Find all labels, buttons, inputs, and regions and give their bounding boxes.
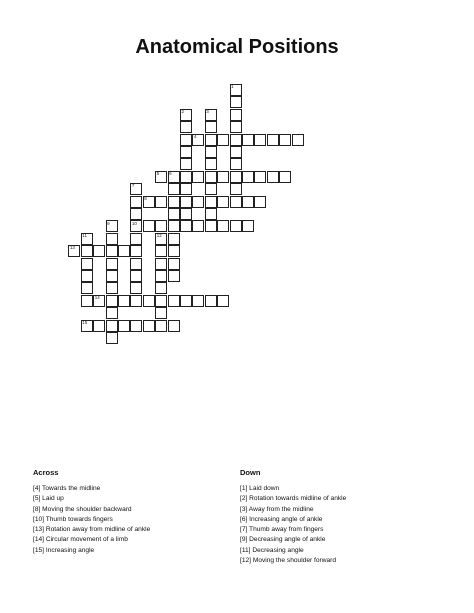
- grid-cell[interactable]: [242, 134, 254, 146]
- across-clue: [14] Circular movement of a limb: [33, 536, 128, 544]
- grid-cell[interactable]: [180, 121, 192, 133]
- grid-cell[interactable]: [230, 109, 242, 121]
- grid-cell[interactable]: [106, 245, 118, 257]
- across-clue: [4] Towards the midline: [33, 485, 101, 492]
- grid-cell[interactable]: [217, 196, 229, 208]
- grid-cell[interactable]: [168, 270, 180, 282]
- grid-cell[interactable]: [155, 245, 167, 257]
- grid-cell[interactable]: [130, 270, 142, 282]
- across-clues: [33, 484, 150, 556]
- grid-cell[interactable]: [205, 134, 217, 146]
- down-clue: [12] Moving the shoulder forward: [240, 557, 337, 565]
- grid-cell[interactable]: [230, 96, 242, 108]
- grid-cell[interactable]: [205, 171, 217, 183]
- clue-number: 12: [156, 233, 162, 238]
- down-clue: [2] Rotation towards midline of ankle: [240, 495, 347, 503]
- grid-cell[interactable]: [254, 134, 266, 146]
- down-clue: [11] Decreasing angle: [240, 546, 304, 554]
- grid-cell[interactable]: [192, 220, 204, 232]
- grid-cell[interactable]: [130, 208, 142, 220]
- grid-cell[interactable]: [267, 134, 279, 146]
- grid-cell[interactable]: [180, 295, 192, 307]
- grid-cell[interactable]: [168, 208, 180, 220]
- clue-number: 11: [82, 233, 87, 238]
- clue-number: 14: [94, 295, 100, 300]
- grid-cell[interactable]: [230, 158, 242, 170]
- across-heading: Across: [33, 468, 59, 477]
- grid-cell[interactable]: [180, 183, 192, 195]
- clue-number: 10: [131, 220, 137, 226]
- grid-cell[interactable]: [192, 295, 204, 307]
- grid-cell[interactable]: [230, 196, 242, 208]
- clue-number: 3: [206, 109, 209, 114]
- clue-number: 2: [181, 109, 185, 114]
- grid-cell[interactable]: [180, 208, 192, 220]
- across-clue: [5] Laid up: [33, 495, 64, 503]
- grid-cell[interactable]: [81, 258, 93, 270]
- clue-number: 9: [107, 220, 110, 226]
- grid-cell[interactable]: [230, 121, 242, 133]
- grid-cell[interactable]: [130, 282, 142, 294]
- grid-cell[interactable]: [143, 320, 155, 332]
- grid-cell[interactable]: [168, 183, 180, 195]
- grid-cell[interactable]: [180, 171, 192, 183]
- grid-cell[interactable]: [292, 134, 304, 146]
- grid-cell[interactable]: [155, 307, 167, 319]
- grid-cell[interactable]: [242, 196, 254, 208]
- grid-cell[interactable]: [81, 270, 93, 282]
- grid-cell[interactable]: [130, 320, 142, 332]
- grid-cell[interactable]: [279, 171, 291, 183]
- grid-cell[interactable]: [155, 295, 167, 307]
- grid-cell[interactable]: [118, 245, 130, 257]
- down-heading: Down: [240, 468, 261, 477]
- grid-cell[interactable]: [81, 295, 93, 307]
- grid-cell[interactable]: [205, 183, 217, 195]
- down-clues: [240, 484, 346, 566]
- grid-cell[interactable]: [242, 220, 254, 232]
- grid-cell[interactable]: [155, 320, 167, 332]
- grid-cell[interactable]: [130, 258, 142, 270]
- grid-cell[interactable]: [168, 295, 180, 307]
- grid-cell[interactable]: [130, 233, 142, 245]
- across-clue: [10] Thumb towards fingers: [33, 515, 113, 523]
- down-clue: [9] Decreasing angle of ankle: [240, 536, 326, 544]
- grid-cell[interactable]: [143, 220, 155, 232]
- grid-cell[interactable]: [180, 134, 192, 146]
- grid-cell[interactable]: [106, 295, 118, 307]
- grid-cell[interactable]: [130, 295, 142, 307]
- grid-cell[interactable]: [230, 220, 242, 232]
- grid-cell[interactable]: [217, 295, 229, 307]
- grid-cell[interactable]: [217, 220, 229, 232]
- grid-cell[interactable]: [180, 196, 192, 208]
- grid-cell[interactable]: [118, 320, 130, 332]
- down-clue: [7] Thumb away from fingers: [240, 526, 324, 534]
- grid-cell[interactable]: [155, 270, 167, 282]
- grid-cell[interactable]: [205, 121, 217, 133]
- grid-cell[interactable]: [106, 320, 118, 332]
- grid-cell[interactable]: [230, 183, 242, 195]
- grid-cell[interactable]: [155, 220, 167, 232]
- grid-cell[interactable]: [168, 220, 180, 232]
- down-clue: [3] Away from the midline: [240, 505, 314, 513]
- grid-cell[interactable]: [230, 134, 242, 146]
- grid-cell[interactable]: [118, 295, 130, 307]
- grid-cell[interactable]: [106, 270, 118, 282]
- grid-cell[interactable]: [267, 171, 279, 183]
- down-clue: [6] Increasing angle of ankle: [240, 515, 323, 523]
- across-clue: [15] Increasing angle: [33, 546, 95, 554]
- grid-cell[interactable]: [254, 196, 266, 208]
- grid-cell[interactable]: [130, 245, 142, 257]
- grid-cell[interactable]: [168, 258, 180, 270]
- grid-cell[interactable]: [217, 171, 229, 183]
- clue-number: 7: [131, 183, 135, 189]
- grid-cell[interactable]: [192, 196, 204, 208]
- grid-cell[interactable]: [155, 196, 167, 208]
- clue-number: 6: [169, 171, 172, 176]
- clue-number: 15: [82, 319, 88, 325]
- grid-cell[interactable]: [168, 320, 180, 332]
- grid-cell[interactable]: [81, 282, 93, 294]
- clue-number: 1: [231, 84, 234, 90]
- grid-cell[interactable]: [279, 134, 291, 146]
- grid-cell[interactable]: [242, 171, 254, 183]
- grid-cell[interactable]: [155, 282, 167, 294]
- grid-cell[interactable]: [143, 295, 155, 307]
- grid-cell[interactable]: [205, 208, 217, 220]
- grid-cell[interactable]: [106, 258, 118, 270]
- grid-cell[interactable]: [180, 146, 192, 158]
- puzzle-title: Anatomical Positions: [135, 36, 339, 58]
- across-clue: [13] Rotation away from midline of ankle: [33, 526, 151, 534]
- clue-number: 5: [156, 171, 160, 176]
- grid-cell[interactable]: [205, 146, 217, 158]
- grid-cell[interactable]: [155, 258, 167, 270]
- clue-number: 4: [193, 133, 197, 139]
- grid-cell[interactable]: [230, 171, 242, 183]
- grid-cell[interactable]: [81, 245, 93, 257]
- grid-cell[interactable]: [168, 245, 180, 257]
- grid-cell[interactable]: [168, 196, 180, 208]
- grid-cell[interactable]: [93, 245, 105, 257]
- grid-cell[interactable]: [180, 158, 192, 170]
- grid-cell[interactable]: [254, 171, 266, 183]
- grid-cell[interactable]: [205, 295, 217, 307]
- grid-cell[interactable]: [230, 146, 242, 158]
- grid-cell[interactable]: [106, 233, 118, 245]
- grid-cell[interactable]: [130, 196, 142, 208]
- grid-cell[interactable]: [205, 220, 217, 232]
- grid-cell[interactable]: [106, 332, 118, 344]
- across-clue: [8] Moving the shoulder backward: [33, 505, 132, 513]
- grid-cell[interactable]: [205, 158, 217, 170]
- grid-cell[interactable]: [205, 196, 217, 208]
- clue-number: 13: [69, 245, 75, 251]
- grid-cell[interactable]: [168, 233, 180, 245]
- grid-cell[interactable]: [106, 282, 118, 294]
- grid-cell[interactable]: [217, 134, 229, 146]
- grid-cell[interactable]: [106, 307, 118, 319]
- down-clue: [1] Laid down: [240, 485, 280, 492]
- grid-cell[interactable]: [180, 220, 192, 232]
- clue-number: 8: [144, 195, 147, 201]
- grid-cell[interactable]: [93, 320, 105, 332]
- grid-cell[interactable]: [192, 171, 204, 183]
